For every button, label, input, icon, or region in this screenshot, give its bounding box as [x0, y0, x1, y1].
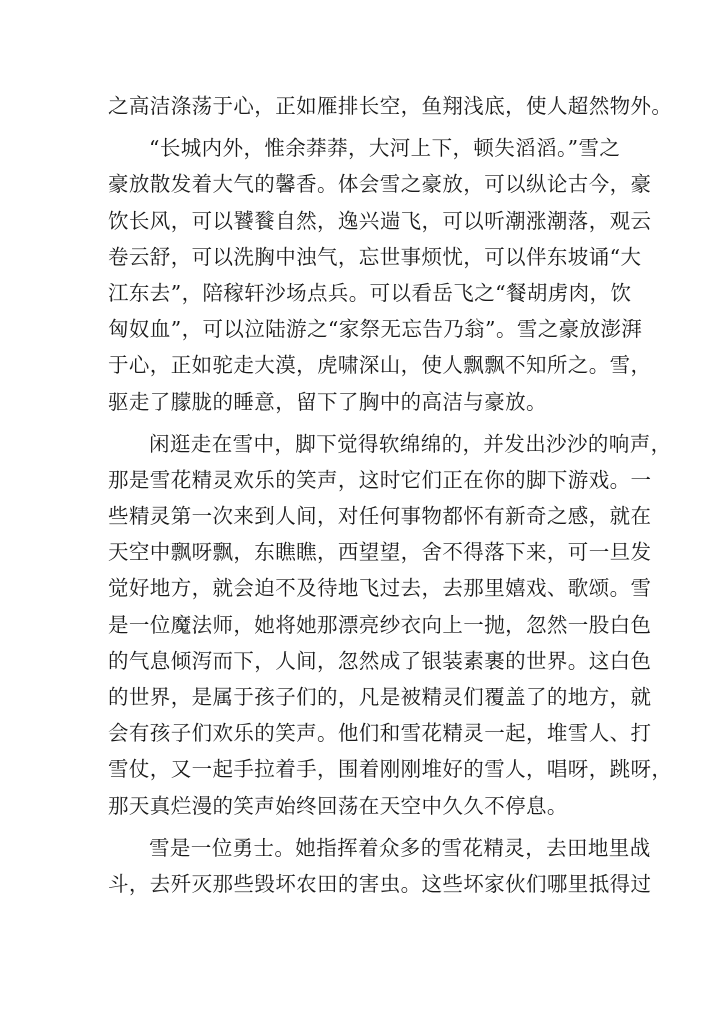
text-line: 觉好地方，就会迫不及待地飞过去，去那里嬉戏、歌颂。雪 — [108, 576, 652, 601]
text-line: 卷云舒，可以洗胸中浊气，忘世事烦忧，可以伴东坡诵“大 — [108, 244, 642, 269]
text-line: 豪放散发着大气的馨香。体会雪之豪放，可以纵论古今，豪 — [108, 172, 652, 197]
text-line: 饮长风，可以饕餮自然，逸兴遄飞，可以听潮涨潮落，观云 — [108, 208, 652, 233]
text-line: 的气息倾泻而下，人间，忽然成了银装素裹的世界。这白色 — [108, 648, 652, 673]
text-line: 之高洁涤荡于心，正如雁排长空，鱼翔浅底，使人超然物外。 — [108, 94, 673, 118]
text-line: 会有孩子们欢乐的笑声。他们和雪花精灵一起，堆雪人、打 — [108, 721, 652, 746]
text-line: 些精灵第一次来到人间，对任何事物都怀有新奇之感，就在 — [108, 504, 652, 529]
text-line: 雪仗，又一起手拉着手，围着刚刚堆好的雪人，唱呀，跳呀， — [108, 757, 673, 782]
text-line: “长城内外，惟余莽莽，大河上下，顿失滔滔。”雪之 — [149, 136, 621, 161]
text-line: 雪是一位勇士。她指挥着众多的雪花精灵，去田地里战 — [149, 835, 651, 860]
text-line: 斗，去歼灭那些毁坏农田的害虫。这些坏家伙们哪里抵得过 — [108, 871, 652, 896]
text-line: 那是雪花精灵欢乐的笑声，这时它们正在你的脚下游戏。一 — [108, 467, 652, 492]
text-line: 闲逛走在雪中，脚下觉得软绵绵的，并发出沙沙的响声， — [149, 431, 672, 456]
text-line: 是一位魔法师，她将她那漂亮纱衣向上一抛，忽然一股白色 — [108, 612, 652, 637]
text-line: 于心，正如驼走大漠，虎啸深山，使人飘飘不知所之。雪， — [108, 353, 652, 378]
text-line: 天空中飘呀飘，东瞧瞧，西望望，舍不得落下来，可一旦发 — [108, 540, 652, 565]
text-line: 那天真烂漫的笑声始终回荡在天空中久久不停息。 — [108, 793, 568, 818]
text-line: 的世界，是属于孩子们的，凡是被精灵们覆盖了的地方，就 — [108, 685, 652, 709]
text-line: 江东去”，陪稼轩沙场点兵。可以看岳飞之“餐胡虏肉，饮 — [108, 280, 632, 305]
text-line: 匈奴血”，可以泣陆游之“家祭无忘告乃翁”。雪之豪放澎湃 — [108, 317, 643, 342]
text-line: 驱走了朦胧的睡意，留下了胸中的高洁与豪放。 — [108, 389, 547, 414]
body-text — [108, 88, 673, 902]
